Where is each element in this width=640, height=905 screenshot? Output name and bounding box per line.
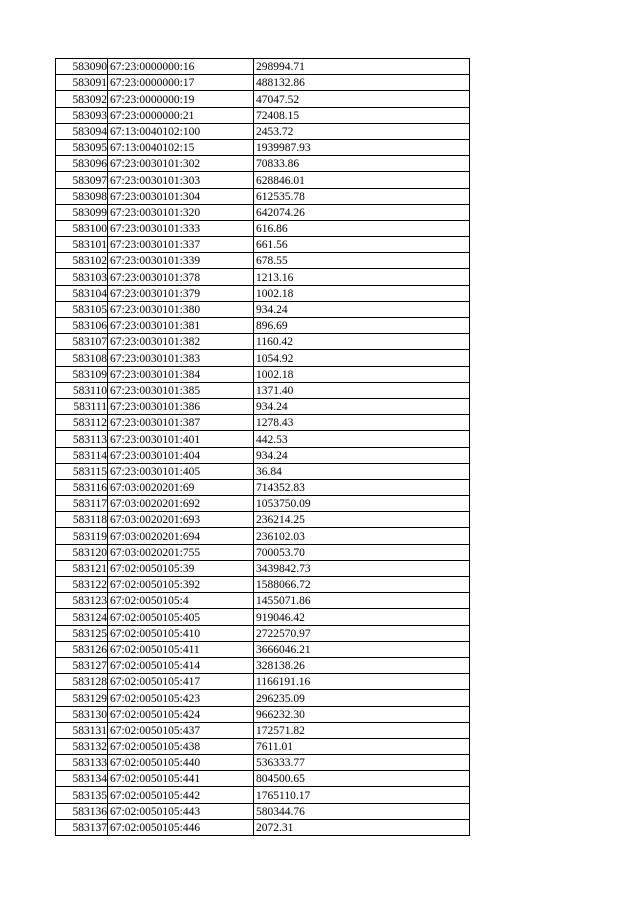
cadastral-number-cell: 67:02:0050105:446: [108, 819, 254, 835]
cadastral-number-cell: 67:02:0050105:440: [108, 755, 254, 771]
value-cell: 7611.01: [254, 738, 470, 754]
table-row: [56, 366, 470, 382]
cadastral-number-cell: 67:02:0050105:417: [108, 674, 254, 690]
value-cell: 700053.70: [254, 544, 470, 560]
cadastral-number-cell: 67:23:0030101:339: [108, 253, 254, 269]
value-cell: 1371.40: [254, 382, 470, 398]
row-id-cell: 583097: [56, 172, 108, 188]
table-row: [56, 172, 470, 188]
cadastral-number-cell: 67:23:0030101:383: [108, 350, 254, 366]
value-cell: 1588066.72: [254, 577, 470, 593]
value-cell: 442.53: [254, 431, 470, 447]
table-row: [56, 75, 470, 91]
value-cell: 236102.03: [254, 528, 470, 544]
value-cell: 2722570.97: [254, 625, 470, 641]
cadastral-number-cell: 67:03:0020201:692: [108, 496, 254, 512]
table-row: [56, 350, 470, 366]
cadastral-number-cell: 67:23:0030101:333: [108, 220, 254, 236]
table-row: [56, 123, 470, 139]
cadastral-number-cell: 67:23:0030101:304: [108, 188, 254, 204]
value-cell: 328138.26: [254, 657, 470, 673]
cadastral-number-cell: 67:23:0030101:379: [108, 285, 254, 301]
row-id-cell: 583130: [56, 706, 108, 722]
table-row: [56, 674, 470, 690]
cadastral-number-cell: 67:23:0030101:380: [108, 301, 254, 317]
cadastral-number-cell: 67:23:0030101:320: [108, 204, 254, 220]
row-id-cell: 583110: [56, 382, 108, 398]
row-id-cell: 583093: [56, 107, 108, 123]
cadastral-number-cell: 67:02:0050105:441: [108, 771, 254, 787]
value-cell: 1054.92: [254, 350, 470, 366]
cadastral-number-cell: 67:23:0000000:21: [108, 107, 254, 123]
cadastral-number-cell: 67:23:0030101:337: [108, 237, 254, 253]
value-cell: 642074.26: [254, 204, 470, 220]
row-id-cell: 583115: [56, 463, 108, 479]
cadastral-number-cell: 67:23:0030101:378: [108, 269, 254, 285]
value-cell: 488132.86: [254, 75, 470, 91]
table-row: [56, 334, 470, 350]
row-id-cell: 583101: [56, 237, 108, 253]
cadastral-value-table: [55, 58, 470, 836]
table-row: [56, 819, 470, 835]
row-id-cell: 583113: [56, 431, 108, 447]
value-cell: 628846.01: [254, 172, 470, 188]
value-cell: 661.56: [254, 237, 470, 253]
table-row: [56, 657, 470, 673]
row-id-cell: 583099: [56, 204, 108, 220]
row-id-cell: 583102: [56, 253, 108, 269]
row-id-cell: 583124: [56, 609, 108, 625]
table-row: [56, 204, 470, 220]
value-cell: 1160.42: [254, 334, 470, 350]
cadastral-number-cell: 67:23:0030101:387: [108, 415, 254, 431]
row-id-cell: 583121: [56, 560, 108, 576]
row-id-cell: 583132: [56, 738, 108, 754]
value-cell: 1166191.16: [254, 674, 470, 690]
row-id-cell: 583126: [56, 641, 108, 657]
value-cell: 1213.16: [254, 269, 470, 285]
cadastral-number-cell: 67:23:0030101:386: [108, 398, 254, 414]
table-row: [56, 107, 470, 123]
cadastral-number-cell: 67:02:0050105:4: [108, 593, 254, 609]
table-row: [56, 220, 470, 236]
row-id-cell: 583103: [56, 269, 108, 285]
value-cell: 1765110.17: [254, 787, 470, 803]
value-cell: 934.24: [254, 398, 470, 414]
cadastral-number-cell: 67:02:0050105:438: [108, 738, 254, 754]
row-id-cell: 583107: [56, 334, 108, 350]
value-cell: 2453.72: [254, 123, 470, 139]
cadastral-number-cell: 67:02:0050105:442: [108, 787, 254, 803]
table-row: [56, 706, 470, 722]
row-id-cell: 583122: [56, 577, 108, 593]
table-row: [56, 609, 470, 625]
row-id-cell: 583100: [56, 220, 108, 236]
table-row: [56, 577, 470, 593]
table-row: [56, 398, 470, 414]
table-row: [56, 787, 470, 803]
table-row: [56, 253, 470, 269]
table-row: [56, 625, 470, 641]
row-id-cell: 583125: [56, 625, 108, 641]
cadastral-number-cell: 67:02:0050105:405: [108, 609, 254, 625]
row-id-cell: 583114: [56, 447, 108, 463]
row-id-cell: 583119: [56, 528, 108, 544]
row-id-cell: 583105: [56, 301, 108, 317]
value-cell: 612535.78: [254, 188, 470, 204]
value-cell: 966232.30: [254, 706, 470, 722]
cadastral-number-cell: 67:02:0050105:411: [108, 641, 254, 657]
table-row: [56, 512, 470, 528]
table-row: [56, 285, 470, 301]
row-id-cell: 583120: [56, 544, 108, 560]
cadastral-number-cell: 67:02:0050105:414: [108, 657, 254, 673]
table-row: [56, 447, 470, 463]
table-row: [56, 415, 470, 431]
row-id-cell: 583108: [56, 350, 108, 366]
table-row: [56, 496, 470, 512]
row-id-cell: 583096: [56, 156, 108, 172]
value-cell: 934.24: [254, 447, 470, 463]
cadastral-number-cell: 67:23:0030101:401: [108, 431, 254, 447]
table-row: [56, 479, 470, 495]
cadastral-number-cell: 67:02:0050105:437: [108, 722, 254, 738]
cadastral-number-cell: 67:23:0000000:19: [108, 91, 254, 107]
row-id-cell: 583116: [56, 479, 108, 495]
table-row: [56, 318, 470, 334]
table-row: [56, 237, 470, 253]
cadastral-number-cell: 67:23:0030101:382: [108, 334, 254, 350]
row-id-cell: 583133: [56, 755, 108, 771]
table-row: [56, 593, 470, 609]
table-row: [56, 156, 470, 172]
cadastral-number-cell: 67:23:0000000:17: [108, 75, 254, 91]
value-cell: 172571.82: [254, 722, 470, 738]
row-id-cell: 583109: [56, 366, 108, 382]
value-cell: 1278.43: [254, 415, 470, 431]
value-cell: 3666046.21: [254, 641, 470, 657]
row-id-cell: 583135: [56, 787, 108, 803]
cadastral-number-cell: 67:03:0020201:693: [108, 512, 254, 528]
value-cell: 934.24: [254, 301, 470, 317]
cadastral-number-cell: 67:03:0020201:69: [108, 479, 254, 495]
row-id-cell: 583134: [56, 771, 108, 787]
value-cell: 919046.42: [254, 609, 470, 625]
table-row: [56, 771, 470, 787]
value-cell: 36.84: [254, 463, 470, 479]
value-cell: 1939987.93: [254, 139, 470, 155]
table-row: [56, 139, 470, 155]
value-cell: 296235.09: [254, 690, 470, 706]
row-id-cell: 583123: [56, 593, 108, 609]
table-row: [56, 59, 470, 75]
row-id-cell: 583111: [56, 398, 108, 414]
row-id-cell: 583092: [56, 91, 108, 107]
value-cell: 616.86: [254, 220, 470, 236]
value-cell: 298994.71: [254, 59, 470, 75]
value-cell: 236214.25: [254, 512, 470, 528]
value-cell: 3439842.73: [254, 560, 470, 576]
cadastral-number-cell: 67:03:0020201:694: [108, 528, 254, 544]
table-row: [56, 560, 470, 576]
row-id-cell: 583136: [56, 803, 108, 819]
row-id-cell: 583137: [56, 819, 108, 835]
row-id-cell: 583095: [56, 139, 108, 155]
table-row: [56, 188, 470, 204]
cadastral-number-cell: 67:02:0050105:410: [108, 625, 254, 641]
row-id-cell: 583090: [56, 59, 108, 75]
row-id-cell: 583091: [56, 75, 108, 91]
cadastral-number-cell: 67:23:0030101:405: [108, 463, 254, 479]
table-row: [56, 301, 470, 317]
cadastral-number-cell: 67:02:0050105:443: [108, 803, 254, 819]
cadastral-number-cell: 67:13:0040102:100: [108, 123, 254, 139]
cadastral-number-cell: 67:03:0020201:755: [108, 544, 254, 560]
cadastral-number-cell: 67:02:0050105:424: [108, 706, 254, 722]
row-id-cell: 583098: [56, 188, 108, 204]
table-row: [56, 269, 470, 285]
table-body: [56, 59, 470, 836]
table-row: [56, 91, 470, 107]
cadastral-number-cell: 67:23:0030101:303: [108, 172, 254, 188]
value-cell: 896.69: [254, 318, 470, 334]
row-id-cell: 583106: [56, 318, 108, 334]
row-id-cell: 583094: [56, 123, 108, 139]
table-row: [56, 382, 470, 398]
row-id-cell: 583127: [56, 657, 108, 673]
row-id-cell: 583118: [56, 512, 108, 528]
cadastral-number-cell: 67:23:0030101:302: [108, 156, 254, 172]
value-cell: 2072.31: [254, 819, 470, 835]
cadastral-number-cell: 67:02:0050105:423: [108, 690, 254, 706]
table-row: [56, 544, 470, 560]
cadastral-number-cell: 67:23:0030101:384: [108, 366, 254, 382]
row-id-cell: 583128: [56, 674, 108, 690]
value-cell: 72408.15: [254, 107, 470, 123]
cadastral-number-cell: 67:02:0050105:39: [108, 560, 254, 576]
row-id-cell: 583129: [56, 690, 108, 706]
row-id-cell: 583131: [56, 722, 108, 738]
cadastral-number-cell: 67:02:0050105:392: [108, 577, 254, 593]
table-row: [56, 738, 470, 754]
value-cell: 1002.18: [254, 366, 470, 382]
value-cell: 1455071.86: [254, 593, 470, 609]
cadastral-number-cell: 67:23:0030101:381: [108, 318, 254, 334]
cadastral-number-cell: 67:23:0030101:385: [108, 382, 254, 398]
cadastral-number-cell: 67:23:0030101:404: [108, 447, 254, 463]
row-id-cell: 583117: [56, 496, 108, 512]
table-row: [56, 690, 470, 706]
value-cell: 714352.83: [254, 479, 470, 495]
cadastral-number-cell: 67:23:0000000:16: [108, 59, 254, 75]
table-row: [56, 431, 470, 447]
row-id-cell: 583104: [56, 285, 108, 301]
table-row: [56, 755, 470, 771]
table-row: [56, 722, 470, 738]
value-cell: 536333.77: [254, 755, 470, 771]
table-row: [56, 463, 470, 479]
value-cell: 47047.52: [254, 91, 470, 107]
value-cell: 1002.18: [254, 285, 470, 301]
value-cell: 1053750.09: [254, 496, 470, 512]
row-id-cell: 583112: [56, 415, 108, 431]
value-cell: 678.55: [254, 253, 470, 269]
table-row: [56, 528, 470, 544]
table-row: [56, 803, 470, 819]
value-cell: 804500.65: [254, 771, 470, 787]
table-row: [56, 641, 470, 657]
value-cell: 580344.76: [254, 803, 470, 819]
value-cell: 70833.86: [254, 156, 470, 172]
cadastral-number-cell: 67:13:0040102:15: [108, 139, 254, 155]
